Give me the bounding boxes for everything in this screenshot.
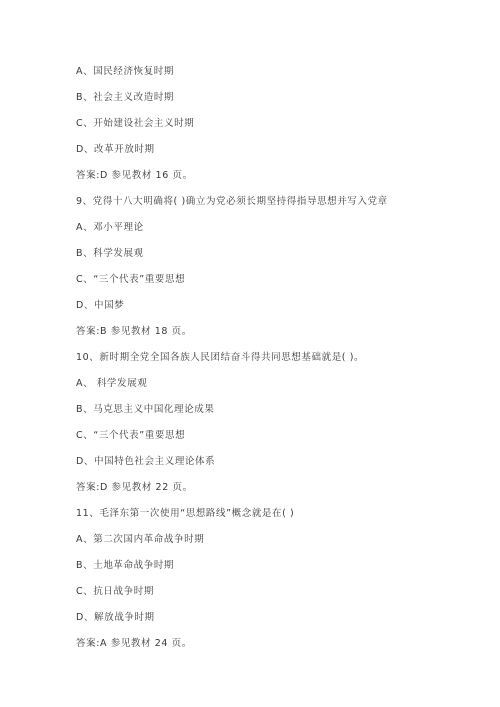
option-line: B、社会主义改造时期 — [76, 92, 175, 103]
option-line: A、 科学发展观 — [76, 378, 148, 389]
option-line: D、解放战争时期 — [76, 612, 155, 623]
option-line: C、“三个代表”重要思想 — [76, 274, 186, 285]
option-line: B、土地革命战争时期 — [76, 560, 175, 571]
option-line: C、抗日战争时期 — [76, 586, 154, 597]
question-line: 11、毛泽东第一次使用“思想路线”概念就是在( ) — [76, 508, 295, 519]
option-line: A、第二次国内革命战争时期 — [76, 534, 205, 545]
option-line: B、马克思主义中国化理论成果 — [76, 404, 215, 415]
option-line: A、国民经济恢复时期 — [76, 66, 174, 77]
answer-line: 答案:D 参见教材 16 页。 — [76, 170, 193, 181]
option-line: D、改革开放时期 — [76, 144, 155, 155]
answer-line: 答案:A 参见教材 24 页。 — [76, 638, 192, 649]
option-line: B、科学发展观 — [76, 248, 144, 259]
answer-line: 答案:D 参见教材 22 页。 — [76, 482, 193, 493]
option-line: C、“三个代表”重要思想 — [76, 430, 186, 441]
option-line: C、开始建设社会主义时期 — [76, 118, 195, 129]
question-line: 10、新时期全党全国各族人民团结奋斗得共同思想基础就是( )。 — [76, 352, 365, 363]
option-line: D、中国特色社会主义理论体系 — [76, 456, 216, 467]
question-line: 9、党得十八大明确将( )确立为党必须长期坚持得指导思想并写入党章 — [76, 196, 388, 207]
option-line: A、邓小平理论 — [76, 222, 144, 233]
option-line: D、中国梦 — [76, 300, 125, 311]
answer-line: 答案:B 参见教材 18 页。 — [76, 326, 192, 337]
